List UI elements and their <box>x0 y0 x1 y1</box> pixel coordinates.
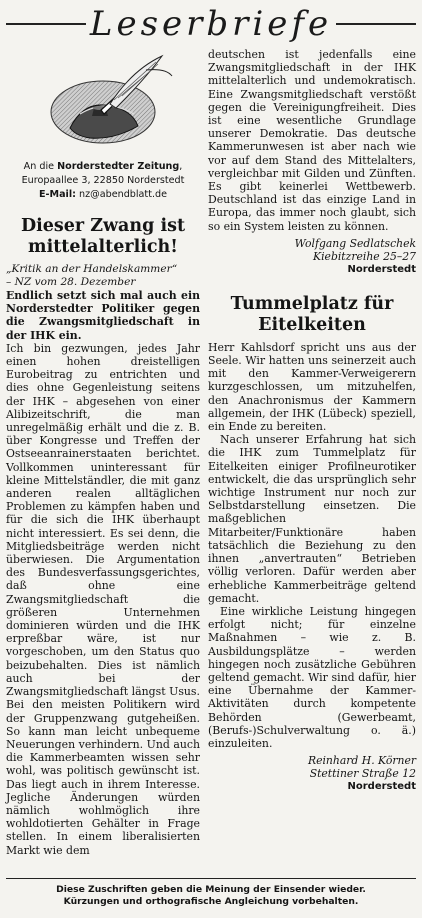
section-title: Leserbriefe <box>89 4 333 44</box>
letter1-lead: Endlich setzt sich mal auch ein Norderstedter Politiker gegen die Zwangsmitgliedschaft in der IHK ein. <box>6 289 200 342</box>
section-header <box>0 0 422 48</box>
letter2-city: Norderstedt <box>347 781 416 793</box>
contact-prefix: An die <box>23 161 58 172</box>
right-column <box>208 48 416 793</box>
letter2-headline: Tummelplatz für Eitelkeiten <box>230 293 394 335</box>
letter1-city: Norderstedt <box>347 263 416 275</box>
contact-suffix: , <box>179 161 183 172</box>
letter1-street: Kiebitzreihe 25–27 <box>313 249 416 263</box>
header-rule-left <box>6 23 86 25</box>
quill-inkwell-illustration <box>6 48 200 158</box>
letter1-reference-source: – NZ vom 28. Dezember <box>6 276 136 288</box>
disclaimer-line1: Diese Zuschriften geben die Meinung der Einsender wieder. <box>56 884 366 895</box>
letter1-signature <box>208 237 416 276</box>
letter1-body: Ich bin gezwungen, jedes Jahr einen hohen dreistelligen Eurobeitrag zu entrichten und dies ohne Gegenleistung seitens der IHK – abgesehen von einer Alibizeitschrift, die man unregelmäßig erhält und die z. B. über Kongresse und Treffen der Ostseeanrainerstaaten berichtet. Vollkommen uninteressant für kleine Mittelständler, die mit ganz anderen realen alltäglichen Problemen zu kämpfen haben und für die sich die IHK überhaupt nicht interessiert. Es sei denn, die Mitgliedsbeiträge werden nicht überwiesen. Die Argumentation des Bundesverfassungsgerichtes, daß ohne eine Zwangsmitgliedschaft die größeren Unternehmen dominieren würden und die IHK erpreßbar wäre, ist nur vorgeschoben, um den Status quo beizubehalten. Dies ist nämlich auch bei der Zwangsmitgliedschaft längst Usus. Bei den meisten Politikern wird der Gruppenzwang gutgeheißen. So kann man leicht unbequeme Neuerungen verhindern. Und auch die Kammerbeamten wissen sehr wohl, was politisch gewünscht ist. Das liegt auch in ihrem Interesse. Jegliche Änderungen würden nämlich wohlmöglich ihre wohldotierten Gehälter in Frage stellen. In einem liberalisierten Markt wie dem <box>6 341 200 857</box>
contact-address: Europaallee 3, 22850 Norderstedt <box>21 175 185 186</box>
letter1-headline: Dieser Zwang ist mittelalterlich! <box>20 216 186 257</box>
letter2-paragraph: Herr Kahlsdorf spricht uns aus der Seele. Wir hatten uns seinerzeit auch mit den Kammer-Verweigerern kurzgeschlossen, um mitzuhelfen, den Anachronismus der Kammern allgemein, der IHK (Lübeck) speziell, ein Ende zu bereiten. <box>208 340 416 434</box>
disclaimer-line2: Kürzungen und orthografische Angleichung vorbehalten. <box>63 896 359 907</box>
letter2-street: Stettiner Straße 12 <box>309 767 416 781</box>
letter2-paragraph: Eine wirkliche Leistung hingegen erfolgt nicht; für einzelne Maßnahmen – wie z. B. Ausbildungsplätze – werden hingegen noch zusätzliche Gebühren geltend gemacht. Wir sind dafür, hier eine Übernahme der Kammer-Aktivitäten durch kompetente Behörden (Gewerbeamt, (Berufs-)Schulverwaltung o. ä.) einzuleiten. <box>208 604 416 750</box>
letter1-author: Wolfgang Sedlatschek <box>294 236 416 250</box>
email-label: E-Mail: <box>39 189 76 200</box>
header-rule-right <box>336 23 416 25</box>
newspaper-name: Norderstedter Zeitung <box>57 161 180 172</box>
editorial-disclaimer <box>6 878 416 908</box>
contact-line1 <box>6 160 200 174</box>
contact-block <box>6 160 200 202</box>
quill-inkwell-icon <box>6 48 200 158</box>
letter1-reference-topic: „Kritik an der Handelskammer“ <box>6 263 178 275</box>
contact-email-line <box>6 188 200 202</box>
letter1-continuation: deutschen ist jedenfalls eine Zwangsmitgliedschaft in der IHK mittelalterlich und undemokratisch. Eine Zwangsmitgliedschaft verstößt gegen die Vereinigungfreiheit. Dies ist eine wesentliche Grundlage unserer Demokratie. Das deutsche Kammerunwesen ist aber nach wie vor auf dem Stand des Mittelalters, vergleichbar mit Gilden und Zünften. Es gibt keinerlei Wettbewerb. Deutschland ist das einzige Land in Europa, das immer noch glaubt, sich so ein System leisten zu können. <box>208 48 416 233</box>
left-column <box>6 48 200 857</box>
letter2-paragraph: Nach unserer Erfahrung hat sich die IHK zum Tummelplatz für Eitelkeiten einiger Profilneurotiker entwickelt, die das ursprünglich sehr wichtige Instrument nur noch zur Selbstdarstellung einsetzen. Die maßgeblichen Mitarbeiter/Funktionäre haben tatsächlich die Beziehung zu den ihnen „anvertrauten“ Betrieben völlig verloren. Dafür werden aber erhebliche Kammerbeiträge geltend gemacht. <box>208 433 416 605</box>
email-address[interactable]: nz@abendblatt.de <box>79 189 167 200</box>
letter1-reference <box>6 263 200 289</box>
letter2-signature <box>208 754 416 793</box>
letter2-author: Reinhard H. Körner <box>307 754 416 768</box>
